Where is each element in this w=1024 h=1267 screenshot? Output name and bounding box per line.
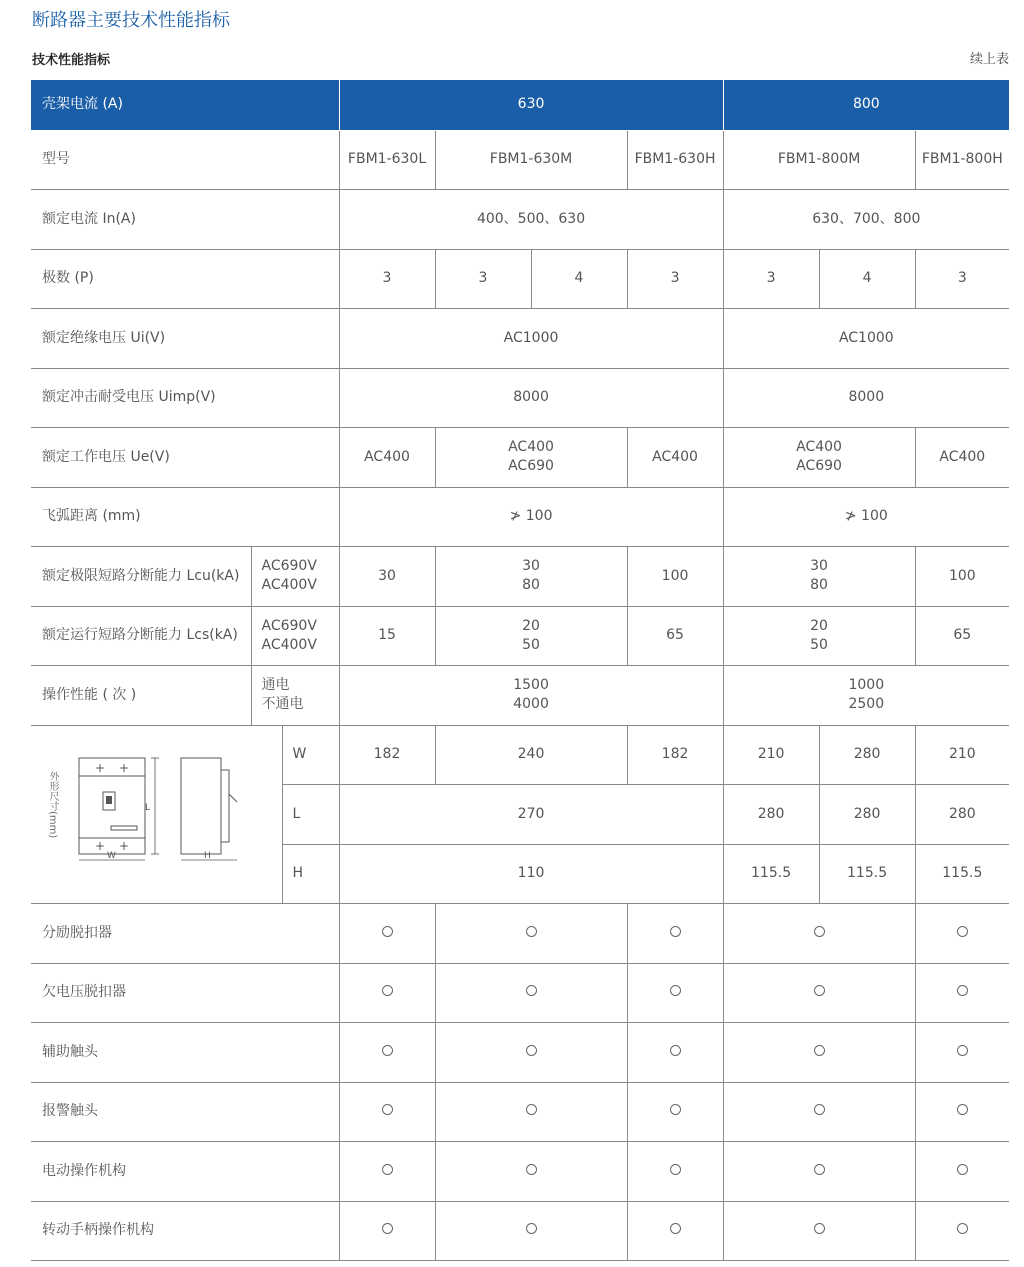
available-cell: [915, 1201, 1009, 1261]
ui-800: AC1000: [723, 309, 1009, 369]
available-circle-icon: [814, 1164, 825, 1175]
arc-label: 飞弧距离 (mm): [31, 487, 339, 547]
available-cell: [339, 1201, 435, 1261]
available-circle-icon: [670, 985, 681, 996]
lcu-cell: 100: [627, 547, 723, 607]
dim-w-cell: 210: [915, 725, 1009, 785]
available-circle-icon: [526, 1223, 537, 1234]
accessory-label: 报警触头: [31, 1082, 339, 1142]
svg-text:+: +: [95, 838, 106, 853]
svg-text:+: +: [119, 838, 130, 853]
h-dimension-mark: H: [204, 850, 211, 861]
model-cell: FBM1-800M: [723, 130, 915, 190]
available-circle-icon: [382, 985, 393, 996]
available-circle-icon: [526, 1164, 537, 1175]
available-circle-icon: [814, 1104, 825, 1115]
ops-condition: [251, 666, 339, 726]
svg-text:+: +: [95, 760, 106, 775]
accessory-label: 辅助触头: [31, 1023, 339, 1083]
available-cell: [339, 904, 435, 964]
header-row: [31, 80, 1009, 130]
lcu-voltage: [251, 547, 339, 607]
available-circle-icon: [382, 1045, 393, 1056]
ops-label: 操作性能 ( 次 ): [31, 666, 251, 726]
ue-value: AC690: [508, 458, 554, 475]
available-cell: [339, 1082, 435, 1142]
available-cell: [339, 1023, 435, 1083]
available-circle-icon: [814, 985, 825, 996]
available-circle-icon: [814, 926, 825, 937]
l-dimension-mark: L: [145, 802, 151, 813]
lcu-voltage-b: AC400V: [261, 577, 317, 594]
model-cell: FBM1-630M: [435, 130, 627, 190]
ue-value: AC400: [508, 439, 554, 456]
dim-l-cell: 280: [819, 785, 915, 845]
available-cell: [627, 1023, 723, 1083]
ue-cell: [723, 428, 915, 488]
ue-cell: AC400: [339, 428, 435, 488]
uimp-800: 8000: [723, 368, 1009, 428]
available-cell: [627, 904, 723, 964]
rated-current-row: [31, 190, 1009, 250]
available-circle-icon: [382, 926, 393, 937]
accessory-row: [31, 904, 1009, 964]
lcs-value: 20: [810, 617, 828, 634]
dim-l-cell: 280: [915, 785, 1009, 845]
continued-note: 续上表: [969, 52, 1009, 67]
lcs-value: 50: [810, 636, 828, 653]
page-title: 断路器主要技术性能指标: [32, 10, 230, 31]
ops-condition-b: 不通电: [261, 696, 304, 713]
available-cell: [723, 904, 915, 964]
dim-h-cell: 115.5: [819, 844, 915, 904]
lcu-cell: 100: [915, 547, 1009, 607]
lcu-value: 80: [810, 577, 828, 594]
dim-h-630: 110: [339, 844, 723, 904]
arc-630: ≯ 100: [339, 487, 723, 547]
model-cell: FBM1-630H: [627, 130, 723, 190]
accessory-label: 欠电压脱扣器: [31, 963, 339, 1023]
ue-row: [31, 428, 1009, 488]
ops-value: 2500: [848, 696, 885, 713]
available-cell: [915, 963, 1009, 1023]
available-cell: [627, 1201, 723, 1261]
dim-w-cell: 182: [339, 725, 435, 785]
uimp-row: [31, 368, 1009, 428]
lcu-cell: 30: [339, 547, 435, 607]
frame-current-label: 壳架电流 (A): [31, 80, 339, 130]
lcs-cell: [723, 606, 915, 666]
arc-800: ≯ 100: [723, 487, 1009, 547]
available-circle-icon: [670, 1164, 681, 1175]
lcs-cell: 15: [339, 606, 435, 666]
arc-row: [31, 487, 1009, 547]
available-cell: [339, 963, 435, 1023]
available-circle-icon: [526, 985, 537, 996]
lcs-cell: 65: [627, 606, 723, 666]
dim-w-cell: 210: [723, 725, 819, 785]
available-circle-icon: [670, 1045, 681, 1056]
available-circle-icon: [526, 926, 537, 937]
ops-630: [339, 666, 723, 726]
ui-row: [31, 309, 1009, 369]
available-cell: [915, 1142, 1009, 1202]
poles-cell: 3: [723, 249, 819, 309]
frame-800: 800: [723, 80, 1009, 130]
dim-w-row: [31, 725, 1009, 785]
poles-cell: 4: [531, 249, 627, 309]
accessory-row: [31, 963, 1009, 1023]
accessory-row: [31, 1142, 1009, 1202]
poles-cell: 3: [627, 249, 723, 309]
available-circle-icon: [382, 1164, 393, 1175]
accessory-label: 电动操作机构: [31, 1142, 339, 1202]
dim-h-cell: 115.5: [723, 844, 819, 904]
ue-cell: [435, 428, 627, 488]
lcu-label: 额定极限短路分断能力 Lcu(kA): [31, 547, 251, 607]
available-circle-icon: [526, 1045, 537, 1056]
model-label: 型号: [31, 130, 339, 190]
lcu-voltage-a: AC690V: [261, 558, 317, 575]
lcu-value: 30: [810, 558, 828, 575]
rated-current-800: 630、700、800: [723, 190, 1009, 250]
lcs-cell: 65: [915, 606, 1009, 666]
dim-l-label: L: [282, 785, 339, 845]
lcs-row: [31, 606, 1009, 666]
lcu-cell: [435, 547, 627, 607]
poles-cell: 3: [915, 249, 1009, 309]
lcu-row: [31, 547, 1009, 607]
available-circle-icon: [670, 1104, 681, 1115]
dimension-diagram-cell: [31, 725, 282, 904]
available-cell: [915, 1023, 1009, 1083]
lcs-voltage-b: AC400V: [261, 636, 317, 653]
ue-label: 额定工作电压 Ue(V): [31, 428, 339, 488]
accessory-row: [31, 1023, 1009, 1083]
available-cell: [627, 963, 723, 1023]
ue-cell: AC400: [627, 428, 723, 488]
poles-cell: 3: [339, 249, 435, 309]
available-cell: [627, 1082, 723, 1142]
available-cell: [435, 1082, 627, 1142]
available-cell: [723, 1082, 915, 1142]
accessory-label: 转动手柄操作机构: [31, 1201, 339, 1261]
available-cell: [915, 904, 1009, 964]
accessory-row: [31, 1082, 1009, 1142]
available-cell: [723, 1023, 915, 1083]
model-row: [31, 130, 1009, 190]
available-cell: [435, 904, 627, 964]
poles-cell: 3: [435, 249, 531, 309]
available-circle-icon: [814, 1223, 825, 1234]
breaker-outline-diagram: [71, 754, 271, 874]
available-cell: [723, 963, 915, 1023]
section-subtitle: 技术性能指标: [32, 53, 111, 68]
available-cell: [435, 963, 627, 1023]
ops-800: [723, 666, 1009, 726]
lcs-cell: [435, 606, 627, 666]
available-circle-icon: [670, 926, 681, 937]
lcu-value: 80: [522, 577, 540, 594]
ui-630: AC1000: [339, 309, 723, 369]
lcs-label: 额定运行短路分断能力 Lcs(kA): [31, 606, 251, 666]
ops-value: 1000: [848, 677, 885, 694]
available-circle-icon: [957, 1223, 968, 1234]
ui-label: 额定绝缘电压 Ui(V): [31, 309, 339, 369]
lcs-value: 20: [522, 617, 540, 634]
ue-cell: AC400: [915, 428, 1009, 488]
lcu-cell: [723, 547, 915, 607]
available-circle-icon: [957, 985, 968, 996]
available-circle-icon: [382, 1223, 393, 1234]
ops-value: 1500: [513, 677, 549, 694]
available-cell: [915, 1082, 1009, 1142]
model-cell: FBM1-630L: [339, 130, 435, 190]
available-cell: [435, 1023, 627, 1083]
ops-row: [31, 666, 1009, 726]
w-dimension-mark: W: [107, 850, 116, 861]
uimp-630: 8000: [339, 368, 723, 428]
lcu-value: 30: [522, 558, 540, 575]
available-cell: [723, 1201, 915, 1261]
rated-current-label: 额定电流 In(A): [31, 190, 339, 250]
available-circle-icon: [957, 1045, 968, 1056]
available-cell: [435, 1201, 627, 1261]
dim-l-630: 270: [339, 785, 723, 845]
spec-table: [31, 80, 1009, 1261]
available-circle-icon: [957, 926, 968, 937]
ops-condition-a: 通电: [261, 677, 290, 694]
available-circle-icon: [526, 1104, 537, 1115]
dim-w-cell: 182: [627, 725, 723, 785]
dim-l-cell: 280: [723, 785, 819, 845]
poles-row: [31, 249, 1009, 309]
dim-h-label: H: [282, 844, 339, 904]
available-cell: [339, 1142, 435, 1202]
lcs-value: 50: [522, 636, 540, 653]
available-circle-icon: [814, 1045, 825, 1056]
ue-value: AC400: [796, 439, 842, 456]
dim-h-cell: 115.5: [915, 844, 1009, 904]
poles-label: 极数 (P): [31, 249, 339, 309]
ue-value: AC690: [796, 458, 842, 475]
ops-value: 4000: [513, 696, 549, 713]
available-circle-icon: [957, 1104, 968, 1115]
dimension-diagram-label: 外形尺寸(mm): [47, 770, 58, 838]
dim-w-label: W: [282, 725, 339, 785]
available-cell: [435, 1142, 627, 1202]
accessory-label: 分励脱扣器: [31, 904, 339, 964]
dim-w-cell: 240: [435, 725, 627, 785]
model-cell: FBM1-800H: [915, 130, 1009, 190]
uimp-label: 额定冲击耐受电压 Uimp(V): [31, 368, 339, 428]
available-circle-icon: [670, 1223, 681, 1234]
available-cell: [723, 1142, 915, 1202]
available-cell: [627, 1142, 723, 1202]
dim-w-cell: 280: [819, 725, 915, 785]
available-circle-icon: [382, 1104, 393, 1115]
available-circle-icon: [957, 1164, 968, 1175]
lcs-voltage-a: AC690V: [261, 617, 317, 634]
poles-cell: 4: [819, 249, 915, 309]
frame-630: 630: [339, 80, 723, 130]
svg-text:+: +: [119, 760, 130, 775]
lcs-voltage: [251, 606, 339, 666]
accessory-row: [31, 1201, 1009, 1261]
rated-current-630: 400、500、630: [339, 190, 723, 250]
